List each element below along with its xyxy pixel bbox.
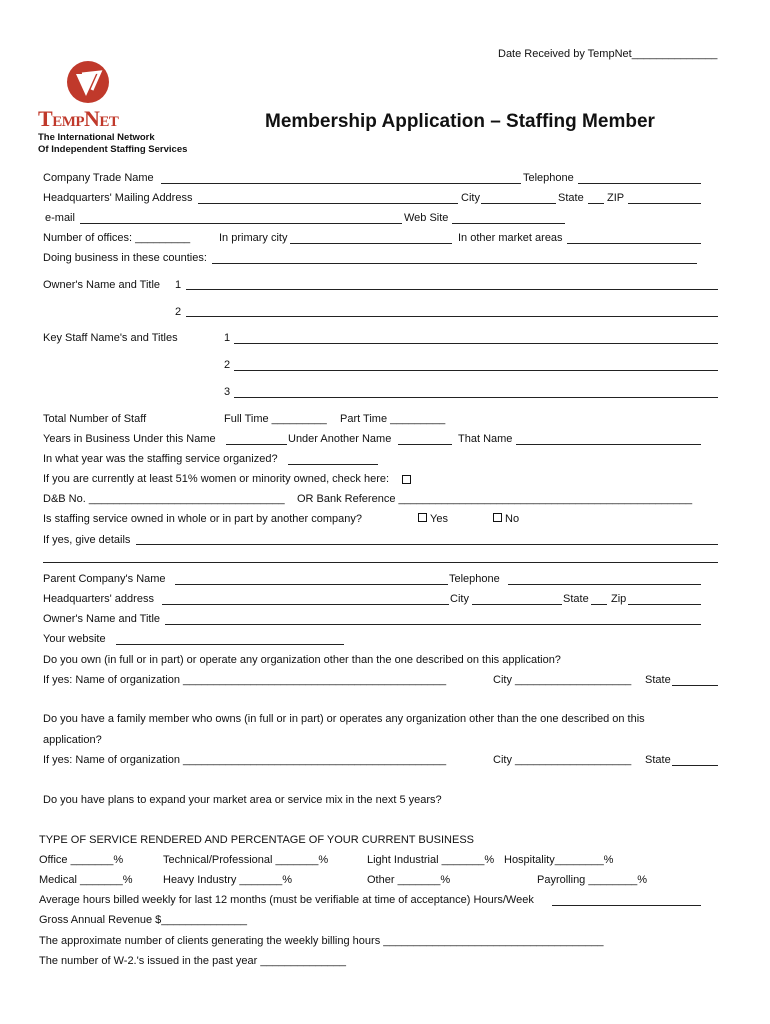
org-state-field-1[interactable] — [672, 685, 718, 686]
state-field[interactable] — [588, 203, 604, 204]
page-title: Membership Application – Staffing Member — [265, 111, 655, 132]
hq-address-field[interactable] — [162, 604, 449, 605]
hq-mailing-field[interactable] — [198, 203, 458, 204]
heavy-industry-percent-field[interactable]: Heavy Industry _______% — [163, 874, 293, 886]
parent-telephone-label: Telephone — [449, 573, 500, 585]
part-time-field[interactable]: Part Time _________ — [340, 413, 446, 425]
org-state-label-2: State — [645, 754, 671, 766]
owner-2-number: 2 — [175, 306, 182, 318]
women-minority-checkbox[interactable] — [402, 475, 411, 484]
year-organized-label: In what year was the staffing service organized? — [43, 453, 278, 465]
hq-state-label: State — [563, 593, 589, 605]
telephone-label: Telephone — [523, 172, 574, 184]
hq-city-label: City — [450, 593, 469, 605]
family-member-question-1: Do you have a family member who owns (in full or in part) or operates any organization other than the one described on this — [43, 713, 645, 725]
light-industrial-percent-field[interactable]: Light Industrial _______% — [367, 854, 495, 866]
website-field[interactable] — [452, 223, 565, 224]
owner-2-field[interactable] — [186, 316, 718, 317]
total-staff-label: Total Number of Staff — [43, 413, 147, 425]
under-another-label: Under Another Name — [288, 433, 392, 445]
zip-field[interactable] — [628, 203, 701, 204]
no-checkbox[interactable] — [493, 513, 502, 522]
staff-2-field[interactable] — [234, 370, 718, 371]
owners-name-2-label: Owner's Name and Title — [43, 613, 161, 625]
payrolling-percent-field[interactable]: Payrolling ________% — [537, 874, 648, 886]
hospitality-percent-field[interactable]: Hospitality________% — [504, 854, 614, 866]
num-w2-field[interactable]: The number of W-2.'s issued in the past year ______________ — [39, 955, 347, 967]
parent-telephone-field[interactable] — [508, 584, 701, 585]
years-business-field[interactable] — [226, 444, 287, 445]
state-label: State — [558, 192, 584, 204]
city-label: City — [461, 192, 480, 204]
staff-3-number: 3 — [224, 386, 231, 398]
staff-1-number: 1 — [224, 332, 231, 344]
your-website-field[interactable] — [116, 644, 344, 645]
owned-yes-option[interactable]: Yes — [418, 513, 448, 525]
org-name-field-1[interactable]: If yes: Name of organization ___________________________________________ — [43, 674, 447, 686]
owners-name-label: Owner's Name and Title — [43, 279, 161, 291]
hq-zip-label: Zip — [611, 593, 627, 605]
full-time-field[interactable]: Full Time _________ — [224, 413, 327, 425]
medical-percent-field[interactable]: Medical _______% — [39, 874, 133, 886]
email-field[interactable] — [80, 223, 402, 224]
hq-mailing-label: Headquarters' Mailing Address — [43, 192, 193, 204]
company-trade-name-label: Company Trade Name — [43, 172, 154, 184]
tempnet-logo-icon — [66, 60, 110, 107]
hq-address-label: Headquarters' address — [43, 593, 154, 605]
owners-name-2-field[interactable] — [165, 624, 701, 625]
staff-3-field[interactable] — [234, 397, 718, 398]
org-name-field-2[interactable]: If yes: Name of organization ___________________________________________ — [43, 754, 447, 766]
avg-hours-label: Average hours billed weekly for last 12 months (must be verifiable at time of acceptance) Hours/Week — [39, 894, 534, 906]
num-offices-label: Number of offices: _________ — [43, 232, 191, 244]
owned-no-option[interactable]: No — [493, 513, 519, 525]
tagline-1: The International Network — [38, 132, 155, 143]
hq-zip-field[interactable] — [628, 604, 701, 605]
women-minority-label: If you are currently at least 51% women or minority owned, check here: — [43, 473, 390, 485]
org-state-field-2[interactable] — [672, 765, 718, 766]
hq-city-field[interactable] — [472, 604, 562, 605]
own-other-org-question: Do you own (in full or in part) or operate any organization other than the one described on this application? — [43, 654, 561, 666]
parent-company-label: Parent Company's Name — [43, 573, 166, 585]
owner-1-number: 1 — [175, 279, 182, 291]
owned-by-other-label: Is staffing service owned in whole or in part by another company? — [43, 513, 362, 525]
primary-city-field[interactable] — [290, 243, 452, 244]
expand-plans-question: Do you have plans to expand your market area or service mix in the next 5 years? — [43, 794, 442, 806]
staff-2-number: 2 — [224, 359, 231, 371]
org-state-label-1: State — [645, 674, 671, 686]
details-field-2[interactable] — [43, 562, 718, 563]
that-name-field[interactable] — [516, 444, 701, 445]
bank-reference-field[interactable]: OR Bank Reference ________________________________________________ — [297, 493, 693, 505]
counties-label: Doing business in these counties: — [43, 252, 207, 264]
year-organized-field[interactable] — [288, 464, 378, 465]
zip-label: ZIP — [607, 192, 625, 204]
other-market-label: In other market areas — [458, 232, 563, 244]
tagline-2: Of Independent Staffing Services — [38, 144, 188, 155]
gross-revenue-field[interactable]: Gross Annual Revenue $______________ — [39, 914, 247, 926]
staff-1-field[interactable] — [234, 343, 718, 344]
company-trade-name-field[interactable] — [161, 183, 521, 184]
counties-field[interactable] — [212, 263, 697, 264]
office-percent-field[interactable]: Office _______% — [39, 854, 124, 866]
email-label: e-mail — [45, 212, 75, 224]
other-percent-field[interactable]: Other _______% — [367, 874, 451, 886]
parent-company-field[interactable] — [175, 584, 448, 585]
years-business-label: Years in Business Under this Name — [43, 433, 216, 445]
telephone-field[interactable] — [578, 183, 701, 184]
other-market-field[interactable] — [567, 243, 701, 244]
primary-city-label: In primary city — [219, 232, 288, 244]
under-another-field[interactable] — [398, 444, 452, 445]
key-staff-label: Key Staff Name's and Titles — [43, 332, 178, 344]
details-field-1[interactable] — [136, 544, 718, 545]
org-city-field-1[interactable]: City ___________________ — [493, 674, 632, 686]
your-website-label: Your website — [43, 633, 106, 645]
num-clients-field[interactable]: The approximate number of clients generating the weekly billing hours ____________________________________ — [39, 935, 604, 947]
city-field[interactable] — [481, 203, 556, 204]
dnb-field[interactable]: D&B No. ________________________________ — [43, 493, 285, 505]
avg-hours-field[interactable] — [552, 905, 701, 906]
details-label: If yes, give details — [43, 534, 131, 546]
yes-checkbox[interactable] — [418, 513, 427, 522]
family-member-question-2: application? — [43, 734, 102, 746]
type-of-service-heading: TYPE OF SERVICE RENDERED AND PERCENTAGE OF YOUR CURRENT BUSINESS — [39, 834, 474, 846]
website-label: Web Site — [404, 212, 449, 224]
that-name-label: That Name — [458, 433, 513, 445]
hq-state-field[interactable] — [591, 604, 607, 605]
technical-percent-field[interactable]: Technical/Professional _______% — [163, 854, 329, 866]
brand-name: TEMPNET — [38, 106, 119, 131]
owner-1-field[interactable] — [186, 289, 718, 290]
org-city-field-2[interactable]: City ___________________ — [493, 754, 632, 766]
date-received-label: Date Received by TempNet______________ — [498, 48, 718, 60]
